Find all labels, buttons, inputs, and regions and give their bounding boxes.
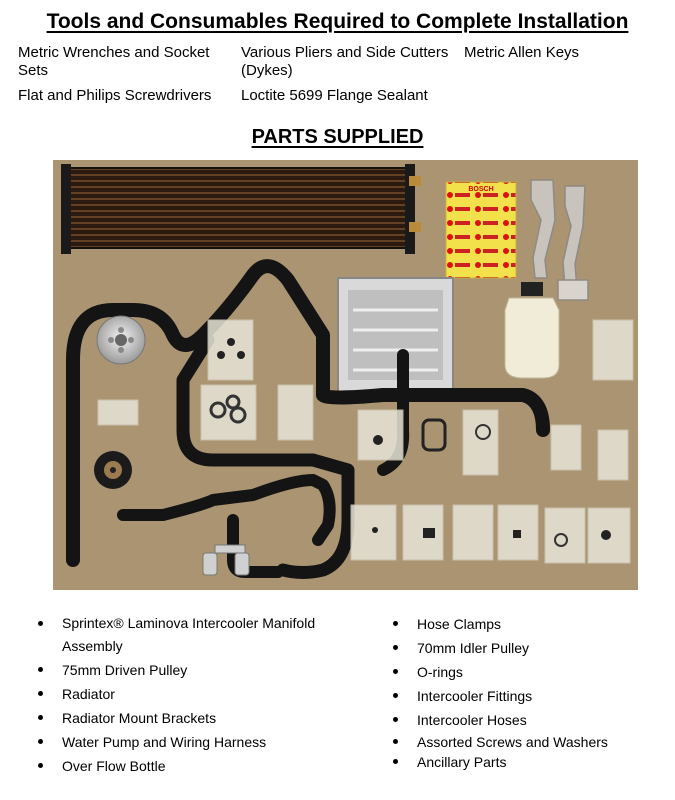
parts-photo-illustration: [53, 160, 638, 590]
part-item: [393, 752, 653, 772]
bullet-icon: [393, 717, 398, 722]
bullet-icon: [393, 759, 398, 764]
bullet-icon: [38, 715, 43, 720]
part-item-label: Sprintex® Laminova Intercooler Manifold Assembly: [62, 615, 316, 654]
part-item: [393, 684, 653, 708]
part-item: [38, 730, 368, 754]
bullet-icon: [38, 763, 43, 768]
part-item: [393, 636, 653, 660]
driven-pulley: [94, 451, 132, 489]
page-title: Tools and Consumables Required to Complete Installation: [46, 10, 629, 33]
part-item: [38, 754, 368, 778]
parts-list-right: [393, 612, 653, 772]
part-item-label: Radiator: [62, 686, 115, 702]
part-item: [38, 682, 368, 706]
bosch-label: BOSCH: [468, 186, 494, 193]
bullet-icon: [393, 645, 398, 650]
part-item-label: Ancillary Parts: [417, 754, 507, 770]
parts-photo: [53, 160, 638, 590]
part-item-label: 75mm Driven Pulley: [62, 662, 188, 678]
part-item: [393, 660, 653, 684]
part-item-label: Over Flow Bottle: [62, 758, 166, 774]
intercooler-manifold: [338, 278, 453, 393]
tool-item: Flat and Philips Screwdrivers: [18, 87, 212, 104]
part-item: [38, 658, 368, 682]
bosch-box: [446, 182, 516, 278]
part-item: [393, 732, 653, 752]
part-item: [393, 708, 653, 732]
part-item-label: Hose Clamps: [417, 616, 502, 632]
part-item-label: Intercooler Fittings: [417, 688, 533, 704]
bullet-icon: [38, 691, 43, 696]
part-item-label: Assorted Screws and Washers: [417, 734, 608, 750]
parts-heading: PARTS SUPPLIED: [251, 126, 424, 148]
bullet-icon: [393, 621, 398, 626]
parts-list-left: [38, 612, 368, 778]
part-item-label: O-rings: [417, 664, 463, 680]
tool-item: Loctite 5699 Flange Sealant: [241, 87, 428, 104]
tool-item: Metric Wrenches and Socket Sets: [18, 44, 210, 79]
radiator: [61, 164, 421, 254]
bullet-icon: [38, 739, 43, 744]
bullet-icon: [393, 739, 398, 744]
part-item-label: Water Pump and Wiring Harness: [62, 734, 267, 750]
tool-item: Metric Allen Keys: [464, 44, 580, 61]
tool-item: Various Pliers and Side Cutters (Dykes): [241, 44, 449, 79]
part-item: [393, 612, 653, 636]
idler-pulley: [97, 316, 145, 364]
part-item-label: 70mm Idler Pulley: [417, 640, 530, 656]
bullet-icon: [38, 621, 43, 626]
bullet-icon: [393, 669, 398, 674]
bullet-icon: [393, 693, 398, 698]
part-item-label: Radiator Mount Brackets: [62, 710, 217, 726]
part-item: [38, 612, 368, 658]
part-item-label: Intercooler Hoses: [417, 712, 527, 728]
bullet-icon: [38, 667, 43, 672]
part-item: [38, 706, 368, 730]
